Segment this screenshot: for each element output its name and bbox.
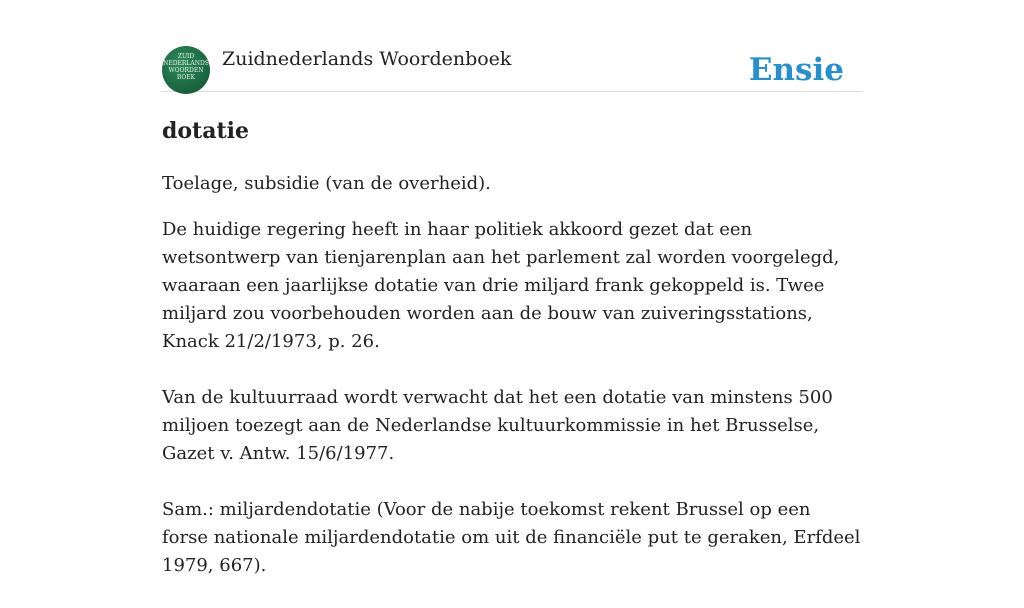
site-title[interactable]: Zuidnederlands Woordenboek [222,48,512,70]
headword: dotatie [162,118,249,144]
example-quote: Van de kultuurraad wordt verwacht dat het een dotatie van minstens 500 miljoen toezegt aan de Nederlandse kultuurkommissie in het Brusselse, Gazet v. Antw. 15/6/1977. [162,387,833,464]
ensie-logo[interactable]: Ensie [748,52,844,88]
dictionary-logo[interactable] [162,46,210,94]
entry-content [162,170,862,608]
definition: Toelage, subsidie (van de overheid). [162,173,491,194]
example-quote: De huidige regering heeft in haar politiek akkoord gezet dat een wetsontwerp van tienjarenplan aan het parlement zal worden voorgelegd, waaraan een jaarlijkse dotatie van drie miljard frank gekoppeld is. Twee miljard zou voorbehouden worden aan de bouw van zuiveringsstations, Knack 21/2/1973, p. 26. [162,219,840,352]
compound-note: Sam.: miljardendotatie (Voor de nabije toekomst rekent Brussel op een forse nationale miljardendotatie om uit de financiële put te geraken, Erfdeel 1979, 667). [162,499,861,576]
logo-text: ZUID NEDERLANDS WOORDEN BOEK [163,53,209,81]
entry-card [162,0,862,576]
site-header [162,46,862,92]
